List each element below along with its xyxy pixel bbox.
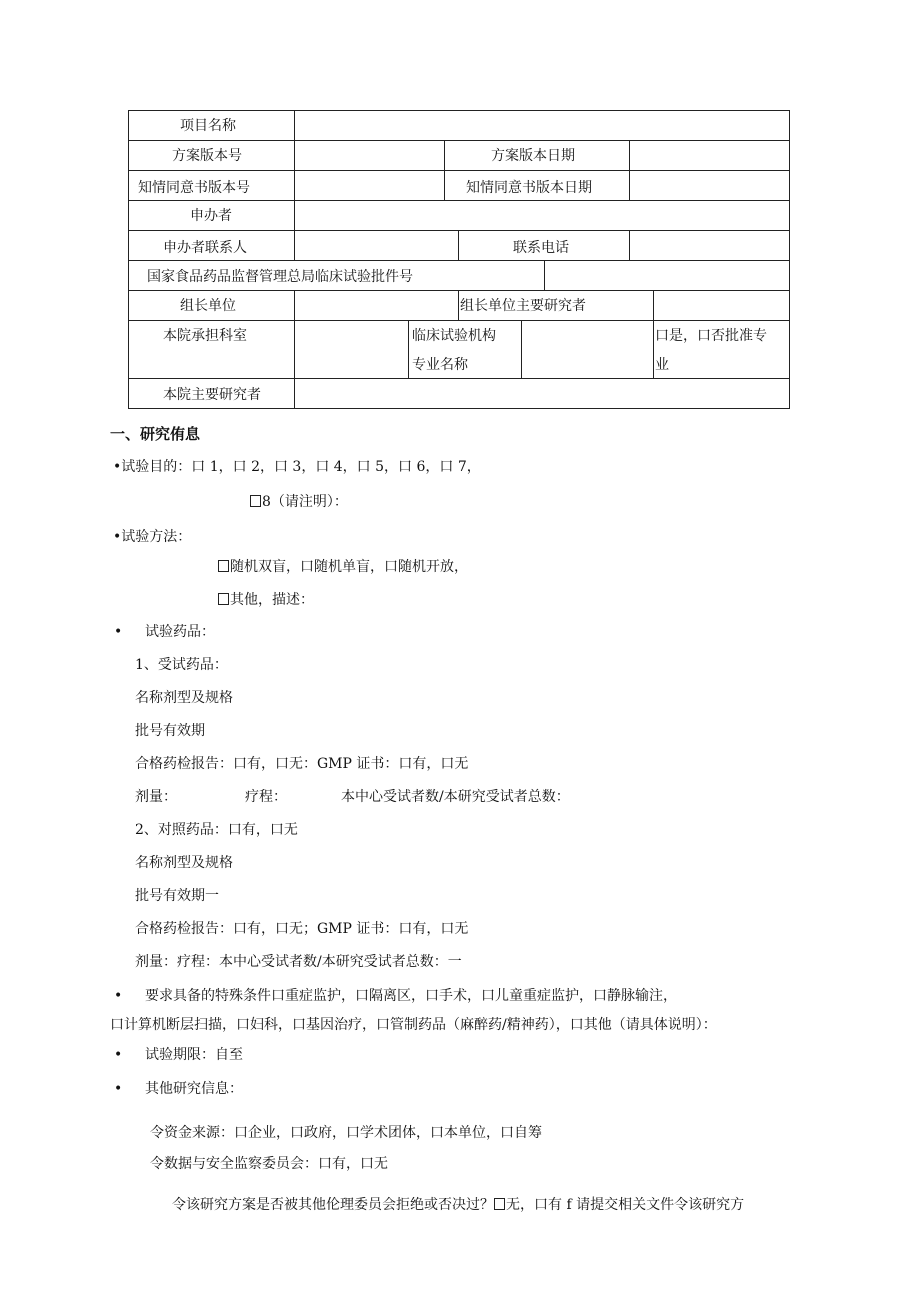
subjects-label: 本中心受试者数/本研究受试者总数： (341, 789, 570, 805)
purpose-other-text: 8（请注明）： (262, 494, 348, 510)
protocol-version-label: 方案版本号 (172, 148, 242, 164)
approval-no-label: 国家食品药品监督管理总局临床试验批件号 (147, 269, 413, 285)
cell-project-name-value[interactable] (294, 110, 790, 141)
cell-local-pi-value[interactable] (294, 378, 790, 409)
conditions-line2: 口计算机断层扫描，口妇科，口基因治疗，口管制药品（麻醉药/精神药），口其他（请具体说明）： (110, 1017, 717, 1033)
method-options-text: 随机双盲，口随机单盲，口随机开放， (230, 559, 468, 575)
method-label: •试验方法： (113, 529, 192, 545)
control-drug-reports: 合格药检报告：口有，口无；GMP 证书：口有，口无 (135, 921, 469, 937)
dsmb: 令数据与安全监察委员会：口有，口无 (150, 1156, 388, 1172)
dose-label: 剂量： (135, 789, 177, 805)
project-name-label: 项目名称 (180, 118, 236, 134)
control-drug: 2、对照药品：口有，口无 (135, 822, 298, 838)
method-line1 (218, 558, 468, 576)
control-drug-name: 名称剂型及规格 (135, 855, 233, 871)
course-label: 疗程： (245, 789, 287, 805)
cell-sponsor-value[interactable] (294, 200, 790, 231)
funding: 令资金来源：口企业，口政府，口学术团体，口本单位，口自筹 (150, 1125, 542, 1141)
cell-lead-unit-value[interactable] (294, 290, 459, 321)
test-drug-reports: 合格药检报告：口有，口无：GMP 证书：口有，口无 (135, 756, 469, 772)
lead-unit-label: 组长单位 (180, 298, 236, 314)
approved-options-line1: 口是，口否批准专 (655, 328, 767, 344)
drug-bullet: • (114, 624, 123, 640)
checkbox-icon[interactable] (494, 1198, 505, 1210)
icf-version-label: 知情同意书版本号 (138, 180, 250, 196)
sponsor-contact-label: 申办者联系人 (163, 240, 247, 256)
control-drug-batch: 批号有效期一 (135, 888, 219, 904)
protocol-date-label: 方案版本日期 (491, 148, 575, 164)
cell-icf-version-value[interactable] (294, 170, 445, 201)
icf-date-label: 知情同意书版本日期 (466, 180, 592, 196)
period-bullet: • (114, 1047, 123, 1063)
rejected-question: 令该研究方案是否被其他伦理委员会拒绝或否决过？ (172, 1197, 494, 1213)
test-drug-name: 名称剂型及规格 (135, 690, 233, 706)
method-line2 (218, 591, 314, 609)
rejected-options: 无，口有 f 请提交相关文件令该研究方 (506, 1197, 745, 1213)
cell-institution-value[interactable] (521, 320, 654, 379)
conditions-bullet: • (114, 988, 123, 1004)
institution-label-line2: 专业名称 (412, 357, 468, 373)
cell-phone-value[interactable] (629, 230, 790, 261)
test-drug-label: 1、受试药品： (135, 657, 228, 673)
method-other-text: 其他，描述： (230, 592, 314, 608)
institution-label-line1: 临床试验机构 (412, 328, 496, 344)
sponsor-label: 申办者 (190, 208, 232, 224)
other-label: 其他研究信息： (145, 1081, 243, 1097)
control-drug-dose: 剂量：疗程：本中心受试者数/本研究受试者总数：一 (135, 954, 462, 970)
cell-protocol-date-value[interactable] (629, 140, 790, 171)
purpose-line2 (250, 493, 348, 511)
cell-sponsor-contact-value[interactable] (294, 230, 459, 261)
approved-options-line2: 业 (655, 357, 669, 373)
checkbox-icon[interactable] (218, 593, 229, 605)
other-bullet: • (114, 1081, 123, 1097)
phone-label: 联系电话 (513, 240, 569, 256)
cell-protocol-version-value[interactable] (294, 140, 445, 171)
rejected-line (172, 1196, 744, 1214)
cell-dept-value[interactable] (294, 320, 409, 379)
dept-label: 本院承担科室 (163, 328, 247, 344)
purpose-line1: •试验目的：口 1，口 2，口 3，口 4，口 5，口 6，口 7， (113, 459, 481, 475)
test-drug-batch: 批号有效期 (135, 723, 205, 739)
cell-lead-pi-value[interactable] (653, 290, 790, 321)
period: 试验期限：自至 (145, 1047, 243, 1063)
lead-pi-label: 组长单位主要研究者 (460, 298, 586, 314)
local-pi-label: 本院主要研究者 (163, 387, 261, 403)
drug-label: 试验药品： (145, 624, 215, 640)
section-heading: 一、研究侑息 (110, 425, 201, 443)
cell-icf-date-value[interactable] (629, 170, 790, 201)
conditions-line1: 要求具备的特殊条件口重症监护，口隔离区，口手术，口儿童重症监护，口静脉输注， (145, 988, 677, 1004)
checkbox-icon[interactable] (250, 495, 261, 507)
checkbox-icon[interactable] (218, 560, 229, 572)
cell-approval-no-value[interactable] (544, 260, 790, 291)
